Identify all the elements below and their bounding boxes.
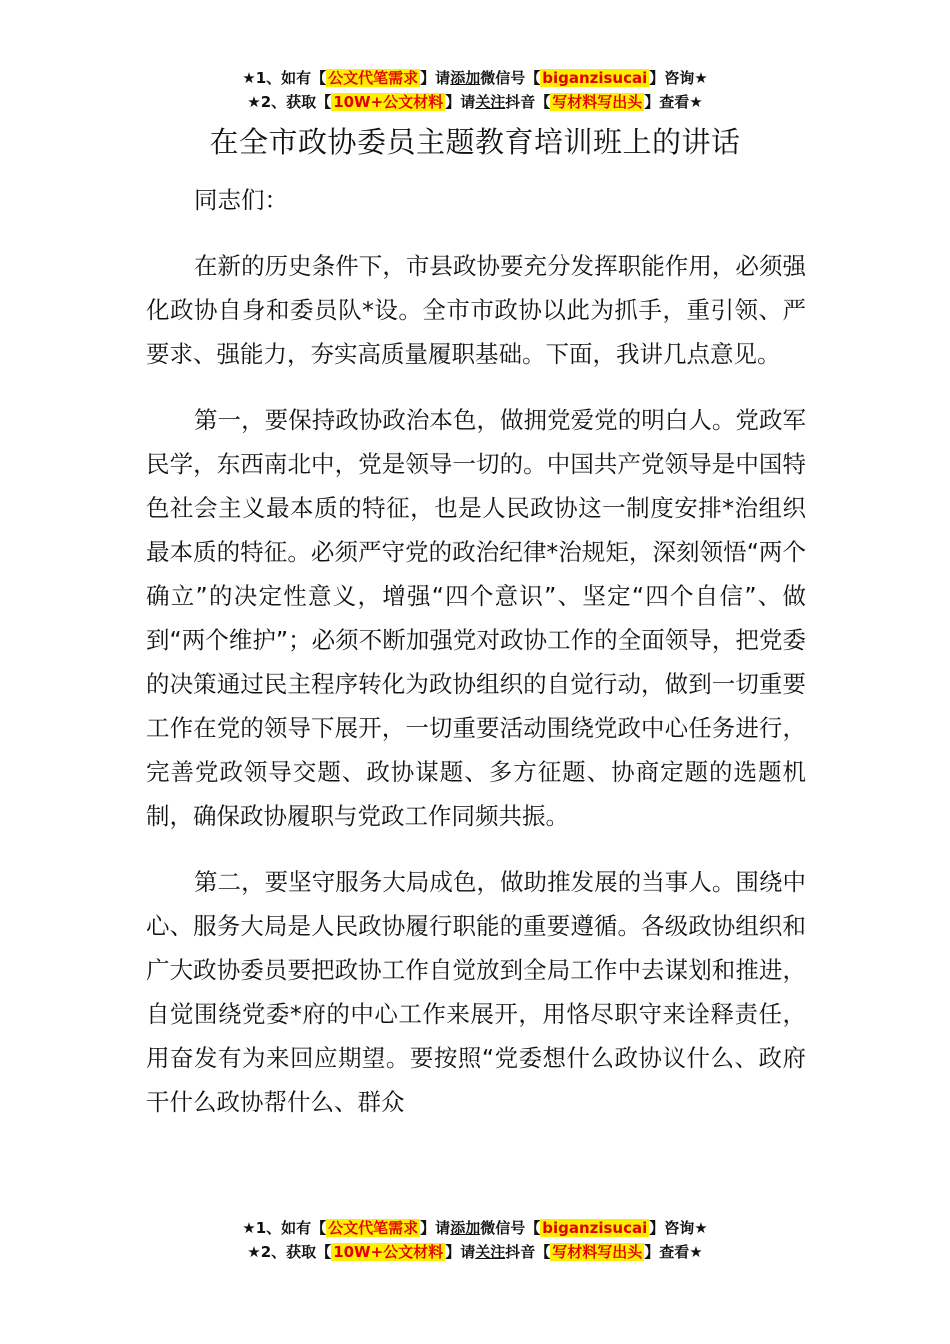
promo-text: 】请 bbox=[420, 1219, 451, 1237]
document-title: 在全市政协委员主题教育培训班上的讲话 bbox=[209, 125, 741, 159]
promo-highlight: 公文代笔需求 bbox=[328, 69, 419, 87]
promo-line-1 bbox=[0, 66, 950, 90]
promo-underline-text: 添加 bbox=[450, 69, 481, 87]
promo-highlight-douyin-id: 写材料写出头 bbox=[552, 1243, 643, 1261]
promo-highlight-wechat-id: biganzisucai bbox=[542, 1219, 648, 1237]
promo-text: 】请 bbox=[420, 69, 451, 87]
promo-text: 】咨询★ bbox=[649, 1219, 708, 1237]
promo-text: 】查看★ bbox=[644, 93, 703, 111]
paragraph-first-point: 第一，要保持政协政治本色，做拥党爱党的明白人。党政军民学，东西南北中，党是领导一切的。中国共产党领导是中国特色社会主义最本质的特征，也是人民政协这一制度安排*治组织最本质的特征。必须严守党的政治纪律*治规矩，深刻领悟“两个确立”的决定性意义，增强“四个意识”、坚定“四个自信”、做到“两个维护”；必须不断加强党对政协工作的全面领导，把党委的决策通过民主程序转化为政协组织的自觉行动，做到一切重要工作在党的领导下展开，一切重要活动围绕党政中心任务进行，完善党政领导交题、政协谋题、多方征题、协商定题的选题机制，确保政协履职与党政工作同频共振。 bbox=[146, 406, 806, 830]
promo-line-2 bbox=[0, 90, 950, 114]
promo-highlight-wechat-id: biganzisucai bbox=[542, 69, 648, 87]
promo-text: ★1、如有【 bbox=[242, 1219, 327, 1237]
paragraph-second-point: 第二，要坚守服务大局成色，做助推发展的当事人。围绕中心、服务大局是人民政协履行职能的重要遵循。各级政协组织和广大政协委员要把政协工作自觉放到全局工作中去谋划和推进，自觉围绕党委*府的中心工作来展开，用恪尽职守来诠释责任，用奋发有为来回应期望。要按照“党委想什么政协议什么、政府干什么政协帮什么、群众 bbox=[146, 868, 806, 1116]
promo-text: 】咨询★ bbox=[649, 69, 708, 87]
promo-text: 】查看★ bbox=[644, 1243, 703, 1261]
promo-text: ★1、如有【 bbox=[242, 69, 327, 87]
greeting: 同志们： bbox=[194, 186, 288, 214]
promo-underline-text: 关注 bbox=[475, 93, 506, 111]
promo-underline-text: 关注 bbox=[475, 1243, 506, 1261]
promo-highlight: 公文代笔需求 bbox=[328, 1219, 419, 1237]
promo-highlight: 10W+公文材料 bbox=[333, 1243, 444, 1261]
promo-text: 微信号【 bbox=[480, 69, 541, 87]
promo-line-2 bbox=[0, 1240, 950, 1264]
promo-text: 抖音【 bbox=[505, 93, 551, 111]
promo-banner-top bbox=[0, 66, 950, 114]
promo-text: 微信号【 bbox=[480, 1219, 541, 1237]
paragraph-intro: 在新的历史条件下，市县政协要充分发挥职能作用，必须强化政协自身和委员队*设。全市市政协以此为抓手，重引领、严要求、强能力，夯实高质量履职基础。下面，我讲几点意见。 bbox=[146, 252, 806, 368]
document-body bbox=[146, 178, 806, 1146]
promo-banner-bottom bbox=[0, 1216, 950, 1264]
promo-text: 】请 bbox=[445, 1243, 476, 1261]
promo-text: 】请 bbox=[445, 93, 476, 111]
promo-highlight-douyin-id: 写材料写出头 bbox=[552, 93, 643, 111]
promo-underline-text: 添加 bbox=[450, 1219, 481, 1237]
promo-text: ★2、获取【 bbox=[247, 1243, 332, 1261]
promo-text: 抖音【 bbox=[505, 1243, 551, 1261]
promo-line-1 bbox=[0, 1216, 950, 1240]
promo-highlight: 10W+公文材料 bbox=[333, 93, 444, 111]
promo-text: ★2、获取【 bbox=[247, 93, 332, 111]
